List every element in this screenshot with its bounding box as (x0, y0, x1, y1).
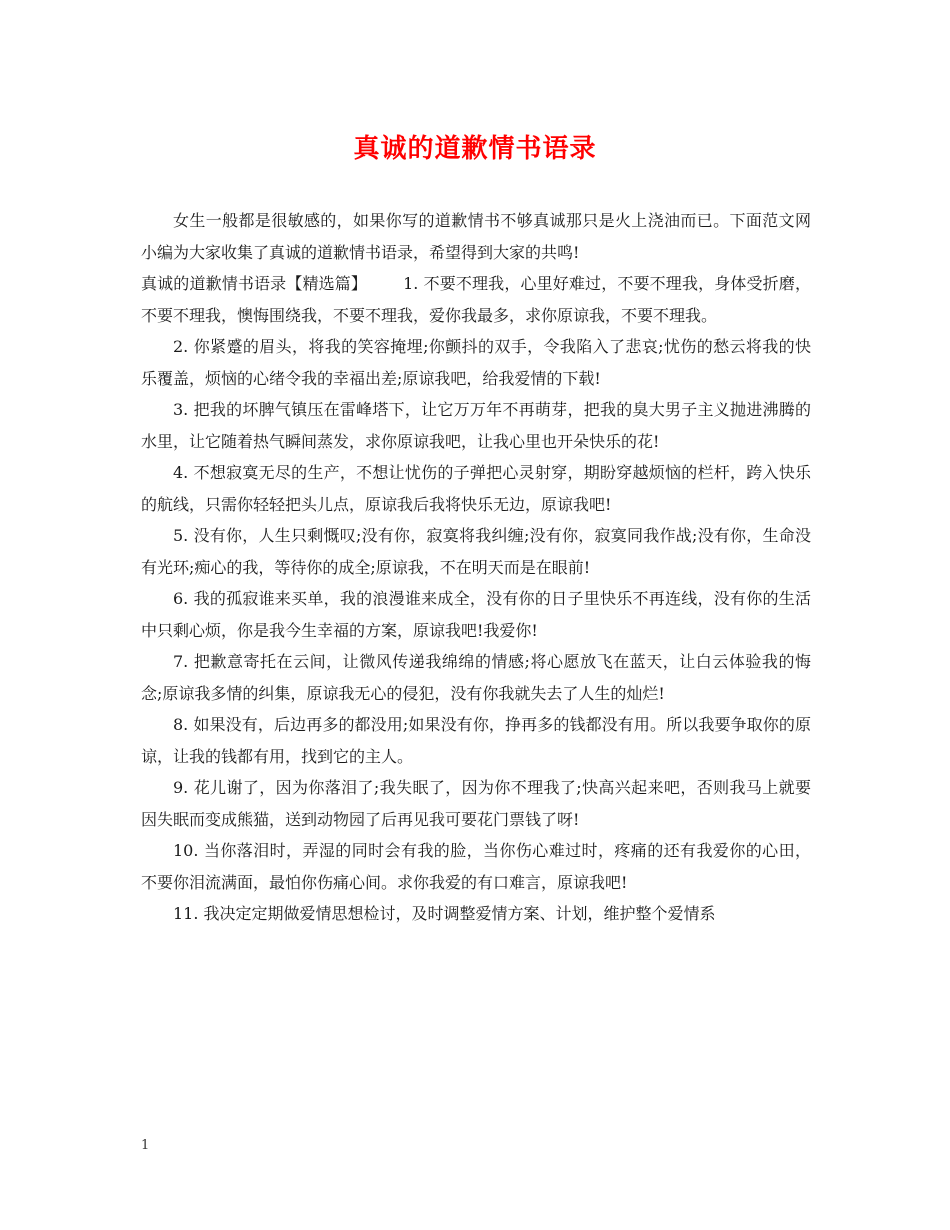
list-item-10: 10. 当你落泪时，弄湿的同时会有我的脸，当你伤心难过时，疼痛的还有我爱你的心田，不要你泪流满面，最怕你伤痛心间。求你我爱的有口难言，原谅我吧! (141, 841, 811, 892)
document-body (141, 205, 811, 930)
list-item-4: 4. 不想寂寞无尽的生产，不想让忧伤的子弹把心灵射穿，期盼穿越烦恼的栏杆，跨入快乐的航线，只需你轻轻把头儿点，原谅我后我将快乐无边，原谅我吧! (141, 463, 811, 514)
page-number: 1 (141, 1138, 150, 1153)
list-item-8: 8. 如果没有，后边再多的都没用;如果没有你，挣再多的钱都没有用。所以我要争取你的原谅，让我的钱都有用，找到它的主人。 (141, 715, 811, 766)
list-item-9: 9. 花儿谢了，因为你落泪了;我失眠了，因为你不理我了;快高兴起来吧，否则我马上就要因失眠而变成熊猫，送到动物园了后再见我可要花门票钱了呀! (141, 778, 811, 829)
list-item-11: 11. 我决定定期做爱情思想检讨，及时调整爱情方案、计划，维护整个爱情系 (173, 904, 716, 923)
list-item-7: 7. 把歉意寄托在云间，让微风传递我绵绵的情感;将心愿放飞在蓝天，让白云体验我的悔念;原谅我多情的纠集，原谅我无心的侵犯，没有你我就失去了人生的灿烂! (141, 652, 811, 703)
list-item-3: 3. 把我的坏脾气镇压在雷峰塔下，让它万万年不再萌芽，把我的臭大男子主义抛进沸腾的水里，让它随着热气瞬间蒸发，求你原谅我吧，让我心里也开朵快乐的花! (141, 400, 811, 451)
list-item-5: 5. 没有你，人生只剩慨叹;没有你，寂寞将我纠缠;没有你，寂寞同我作战;没有你，生命没有光环;痴心的我，等待你的成全;原谅我，不在明天而是在眼前! (141, 526, 811, 577)
intro-paragraph: 女生一般都是很敏感的，如果你写的道歉情书不够真诚那只是火上浇油而已。下面范文网小编为大家收集了真诚的道歉情书语录，希望得到大家的共鸣! (141, 211, 811, 262)
list-item-6: 6. 我的孤寂谁来买单，我的浪漫谁来成全，没有你的日子里快乐不再连线，没有你的生活中只剩心烦，你是我今生幸福的方案，原谅我吧!我爱你! (141, 589, 811, 640)
document-title: 真诚的道歉情书语录 (353, 134, 597, 164)
list-item-1: 1. 不要不理我，心里好难过，不要不理我，身体受折磨，不要不理我，懊悔围绕我，不要不理我，爱你我最多，求你原谅我，不要不理我。 (141, 274, 811, 325)
list-item-2: 2. 你紧蹙的眉头，将我的笑容掩埋;你颤抖的双手，令我陷入了悲哀;忧伤的愁云将我的快乐覆盖，烦恼的心绪令我的幸福出差;原谅我吧，给我爱情的下载! (141, 337, 811, 388)
section-line (141, 268, 811, 331)
section-heading: 真诚的道歉情书语录【精选篇】 (141, 274, 368, 293)
